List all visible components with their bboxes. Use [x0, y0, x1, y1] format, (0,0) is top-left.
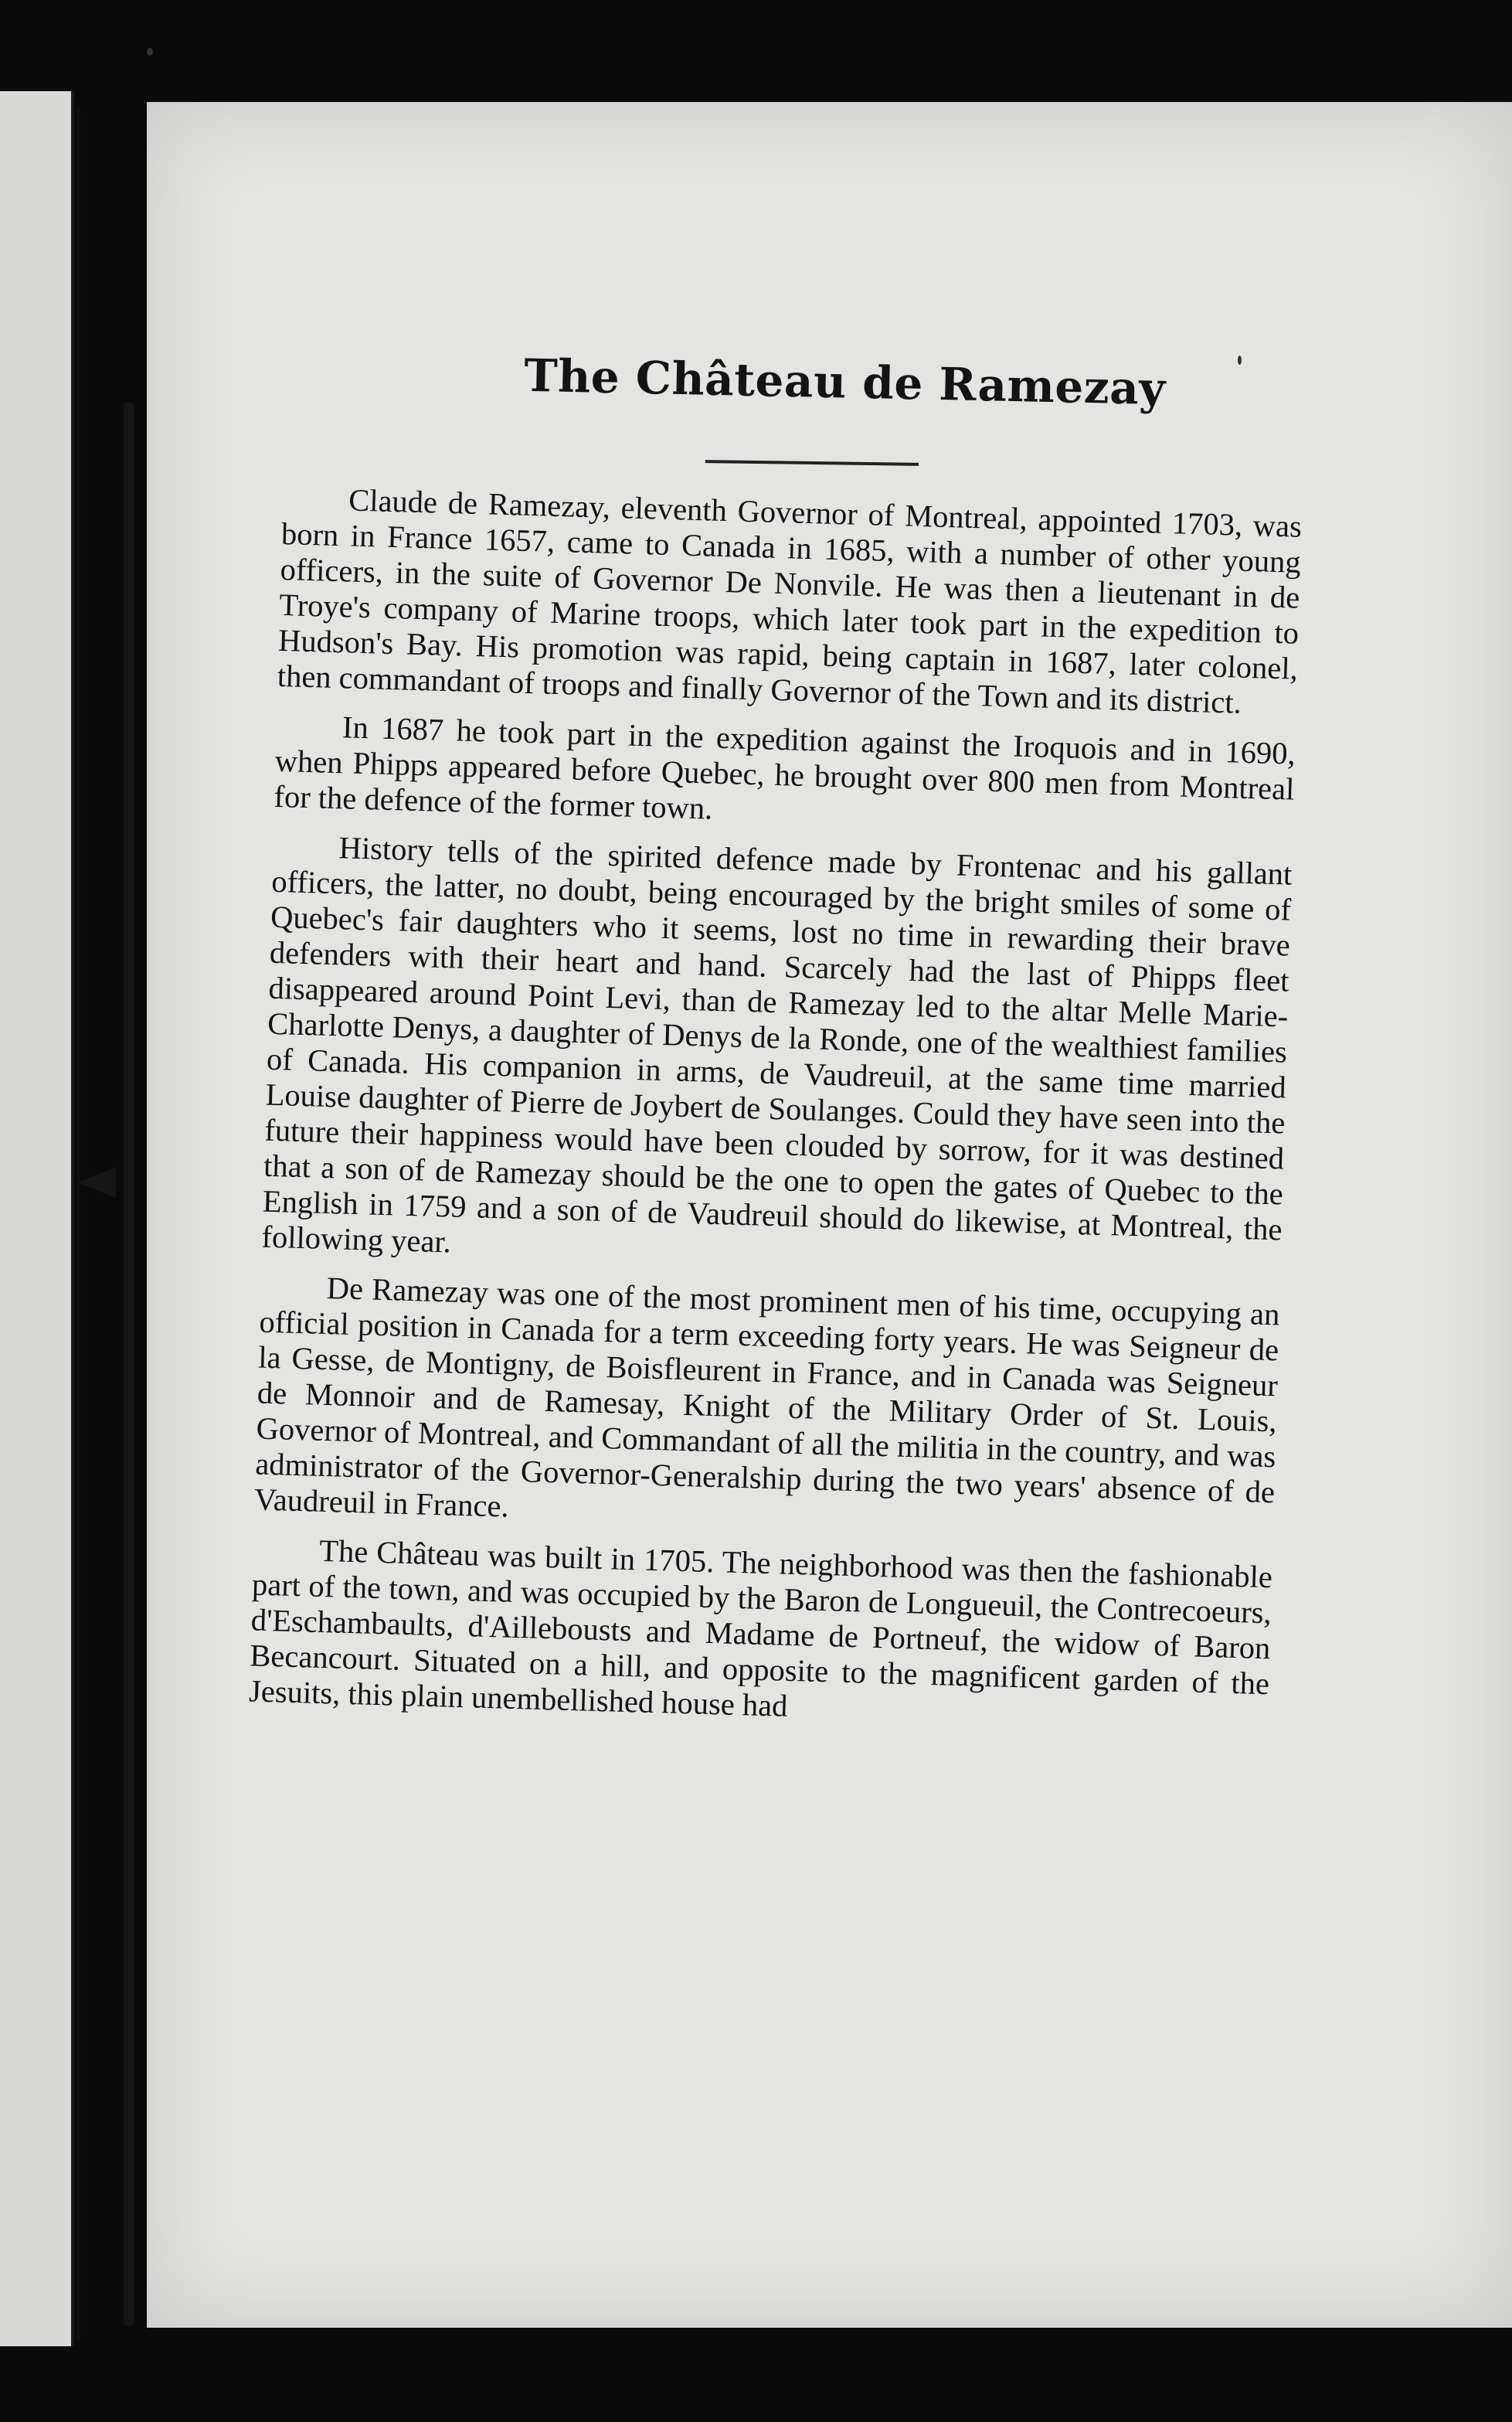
facing-page-edge: [0, 91, 74, 2346]
paragraph-4: De Ramezay was one of the most prominent men of his time, occupying an official position in Canada for a term exceeding forty years. He was Seigneur de la Gesse, de Montigny, de Boisfleurent in France, and in Canada was Seigneur de Monnoir and de Ramesay, Knight of the Military Order of St. Louis, Governor of Montreal, and Commandant of all the militia in the country, and was administrator of the Governor-Generalship during the two years' absence of de Vaudreuil in France.: [253, 1271, 1281, 1524]
document-page: [147, 102, 1512, 2328]
page-title: The Château de Ramezay: [523, 349, 1167, 416]
paragraph-5: The Château was built in 1705. The neighborhood was then the fashionable part of the town, and was occupied by the Baron de Longueuil, the Contrecoeurs, d'Eschambaults, d'Aillebousts and Madame de Portneuf, the widow of Baron Becancourt. Situated on a hill, and opposite to the magnificent garden of the Jesuits, this plain unembellished house had: [248, 1532, 1273, 1723]
paragraph-1: Claude de Ramezay, eleventh Governor of Montreal, appointed 1703, was born in France 1657, came to Canada in 1685, with a number of other young officers, in the suite of Governor De Nonvile. He was then a lieutenant in de Troye's company of Marine troops, which later took part in the expedition to Hudson's Bay. His promotion was rapid, being captain in 1687, later colonel, then commandant of troops and finally Governor of the Town and its district.: [277, 482, 1303, 720]
page-gutter-line: [77, 108, 80, 2342]
paragraph-2: In 1687 he took part in the expedition against the Iroquois and in 1690, when Phipps appeared before Quebec, he brought over 800 men from Montreal for the defence of the former town.: [273, 709, 1296, 826]
title-underline-rule: [705, 460, 919, 466]
ink-speck: [1238, 355, 1242, 365]
body-text: [249, 481, 1303, 1737]
ink-speck: [147, 48, 153, 56]
paragraph-3: History tells of the spirited defence made by Frontenac and his gallant officers, the latter, no doubt, being encouraged by the bright smiles of some of Quebec's fair daughters who it seems, lost no time in rewarding their brave defenders with their heart and hand. Scarcely had the last of Phipps fleet disappeared around Point Levi, than de Ramezay led to the altar Melle Marie-Charlotte Denys, a daughter of Denys de la Ronde, one of the wealthiest families of Canada. His companion in arms, de Vaudreuil, at the same time married Louise daughter of Pierre de Joybert de Soulanges. Could they have seen into the future their happiness would have been clouded by sorrow, for it was destined that a son of de Ramezay should be the one to open the gates of Quebec to the English in 1759 and a son of de Vaudreuil should do likewise, at Montreal, the following year.: [261, 830, 1293, 1260]
spine-notch: [77, 1167, 116, 1198]
binding-spine: [124, 402, 134, 2326]
